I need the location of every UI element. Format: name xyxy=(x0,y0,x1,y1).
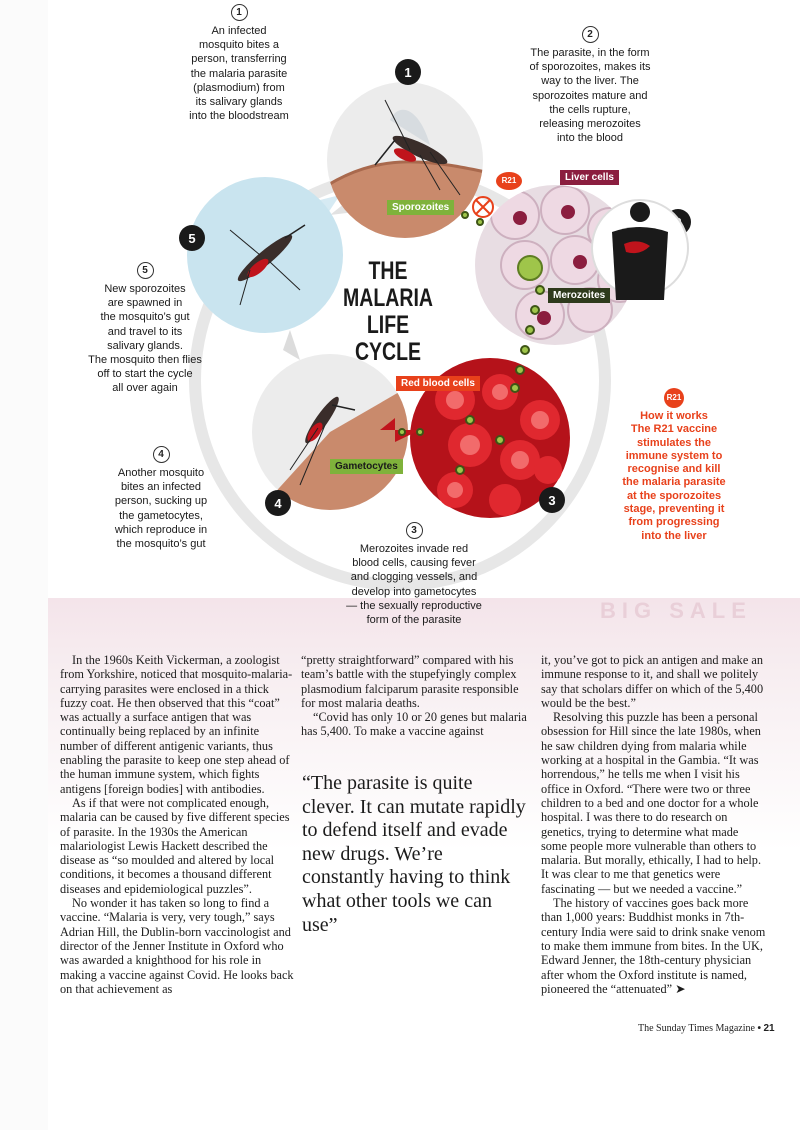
step-line: mosquito bites a xyxy=(198,39,280,52)
step-line: person, sucking up xyxy=(114,495,208,508)
step-line: Merozoites invade red xyxy=(359,543,469,555)
article-column-2 xyxy=(301,653,531,739)
svg-text:5: 5 xyxy=(188,231,196,246)
label-red-blood-cells: Red blood cells xyxy=(396,376,480,391)
step-2-text xyxy=(515,26,665,145)
label-r21: R21 xyxy=(496,172,522,190)
label-liver-cells: Liver cells xyxy=(560,170,619,185)
how-line: into the liver xyxy=(641,529,707,542)
title-line: THE xyxy=(368,257,408,285)
step-line: — the sexually reproductive xyxy=(346,599,482,612)
step-line: person, transferring xyxy=(191,53,287,66)
step-line: The parasite, in the form xyxy=(530,47,650,59)
step-line: into the blood xyxy=(556,132,624,145)
step-line: salivary glands. xyxy=(107,339,183,352)
step-line: and clogging vessels, and xyxy=(350,571,478,584)
page-footer xyxy=(638,1023,775,1034)
r21-badge: R21 xyxy=(664,388,684,408)
title-line: MALARIA xyxy=(343,284,433,312)
how-it-works-box xyxy=(600,388,748,543)
step-line: the mosquito’s gut xyxy=(100,311,190,324)
step-line: way to the liver. The xyxy=(541,75,639,88)
step-line: blood cells, causing fever xyxy=(352,557,476,570)
step-line: Another mosquito xyxy=(117,467,205,479)
article-column-1 xyxy=(60,653,296,996)
svg-text:4: 4 xyxy=(274,496,282,511)
how-line: recognise and kill xyxy=(627,463,721,476)
how-line: at the sporozoites xyxy=(626,489,722,502)
step-line: The mosquito then flies xyxy=(88,354,202,367)
how-it-works-heading: How it works xyxy=(640,410,708,422)
pull-quote: “The parasite is quite clever. It can mutate rapidly to defend itself and evade new drugs. We’re constantly having to think what other tools we can use” xyxy=(302,772,526,936)
article-column-3 xyxy=(541,653,766,996)
article-paragraph: No wonder it has taken so long to find a vaccine. “Malaria is very, very tough,” says Adrian Hill, the Dublin-born vaccinologist and director of the Jenner Institute in Oxford who was awarded a knighthood for his role in making a vaccine against Covid. He looks back on that achievement as xyxy=(60,896,294,996)
step-line: which reproduce in xyxy=(114,523,208,536)
infographic-title xyxy=(333,258,442,366)
publication-name: The Sunday Times Magazine xyxy=(638,1023,755,1034)
stage-4-circle xyxy=(250,354,420,520)
label-merozoites: Merozoites xyxy=(548,288,610,303)
step-4-text xyxy=(100,446,222,551)
step-line: the cells rupture, xyxy=(549,103,631,116)
step-line: and travel to its xyxy=(107,325,183,338)
step-line: the gametocytes, xyxy=(119,509,203,522)
how-line: stage, preventing it xyxy=(623,503,725,516)
title-line: LIFE CYCLE xyxy=(354,311,422,366)
step-line: off to start the cycle xyxy=(97,368,193,381)
step-line: sporozoites mature and xyxy=(532,89,648,102)
article-paragraph: it, you’ve got to pick an antigen and make an immune response to it, and shall we politely say that scholars differ on which of the 5,400 would be the best.” xyxy=(541,653,764,710)
step-number: 3 xyxy=(406,522,423,539)
svg-text:3: 3 xyxy=(548,493,556,508)
stage-1-circle xyxy=(320,59,500,250)
page-number: 21 xyxy=(763,1023,775,1034)
how-line: from progressing xyxy=(628,516,720,529)
step-line: (plasmodium) from xyxy=(193,81,285,94)
step-number: 1 xyxy=(231,4,248,21)
step-line: into the bloodstream xyxy=(189,110,289,123)
article-paragraph: Resolving this puzzle has been a personal obsession for Hill since the late 1980s, when he saw children dying from malaria while working at a hospital in the Gambia. “It was horrendous,” he tells me when I visit his office in Oxford. “There were two or three children to a bed and one doctor for a whole hospital. I was there to do research on genetics, trying to determine what made some people more vulnerable than others to malaria. But morally, ethically, I had to help. It was clear to me that genetics were fascinating — but we needed a vaccine.” xyxy=(541,710,762,896)
article-paragraph: As if that were not complicated enough, malaria can be caused by five different species of parasite. In the 1930s the American malariologist Lewis Hackett described the disease as “so moulded and altered by local conditions, it becomes a thousand different diseases and epidemiological puzzles”. xyxy=(60,795,290,896)
label-sporozoites: Sporozoites xyxy=(387,200,454,215)
how-line: immune system to xyxy=(625,449,723,462)
footer-separator: • xyxy=(757,1023,761,1034)
step-line: An infected xyxy=(211,25,267,37)
step-line: of sporozoites, makes its xyxy=(529,61,651,74)
article-paragraph: In the 1960s Keith Vickerman, a zoologist from Yorkshire, noticed that mosquito-malaria-carrying parasites were enclosed in a thick fuzzy coat. He then observed that this “coat” was actually a surface antigen that was continually being replaced by an infinite number of different antigenic variants, thus enabling the parasite to keep one step ahead of the human immune system, which fights antigens [foreign bodies] with antibodies. xyxy=(60,653,293,796)
step-1-text xyxy=(175,4,303,123)
step-5-text xyxy=(80,262,210,396)
step-number: 4 xyxy=(153,446,170,463)
how-line: The R21 vaccine xyxy=(630,423,718,436)
step-line: the mosquito’s gut xyxy=(116,538,206,551)
step-line: the malaria parasite xyxy=(190,67,288,80)
how-line: stimulates the xyxy=(637,436,711,449)
step-number: 2 xyxy=(582,26,599,43)
step-line: all over again xyxy=(112,382,178,395)
step-line: form of the parasite xyxy=(366,614,462,627)
cycle-arrow xyxy=(283,330,300,360)
article-paragraph: “Covid has only 10 or 20 genes but malaria has 5,400. To make a vaccine against xyxy=(301,710,527,739)
article-paragraph: “pretty straightforward” compared with his team’s battle with the stupefyingly complex plasmodium falciparum parasite responsible for most malaria deaths. xyxy=(301,653,519,710)
step-line: its salivary glands xyxy=(195,96,283,109)
step-number: 5 xyxy=(137,262,154,279)
svg-text:1: 1 xyxy=(404,65,412,80)
step-line: develop into gametocytes xyxy=(351,585,477,598)
step-3-text xyxy=(336,522,492,627)
faint-background-text: BIG SALE xyxy=(600,598,752,623)
step-line: are spawned in xyxy=(107,297,183,310)
r21-stop-icon xyxy=(473,197,493,217)
step-line: bites an infected xyxy=(120,481,202,494)
article-paragraph: The history of vaccines goes back more than 1,000 years: Buddhist monks in 7th-century India were said to drink snake venom to make them immune from bites. In the UK, Edward Jenner, the 18th-century physician after whom the Oxford institute is named, pioneered the “attenuated” ➤ xyxy=(541,896,766,996)
label-gametocytes: Gametocytes xyxy=(330,459,403,474)
step-line: New sporozoites xyxy=(104,283,186,295)
how-line: the malaria parasite xyxy=(622,476,726,489)
step-line: releasing merozoites xyxy=(539,118,641,131)
